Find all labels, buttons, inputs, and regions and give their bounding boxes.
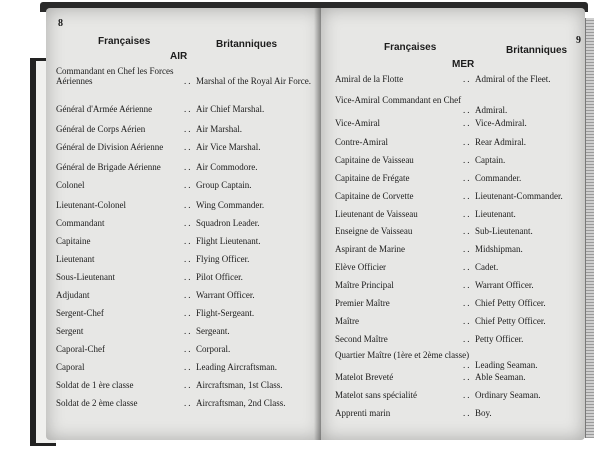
british-rank: Flight-Sergeant.: [196, 308, 255, 318]
french-rank: Enseigne de Vaisseau: [335, 226, 413, 236]
column-header-british: Britanniques: [506, 45, 568, 56]
page-number: 9: [576, 35, 581, 46]
british-rank: Lieutenant.: [475, 209, 516, 219]
french-rank: Sergent: [56, 326, 84, 336]
british-rank: Cadet.: [475, 262, 499, 272]
leader-dots: ..: [184, 272, 193, 282]
british-rank: Commander.: [475, 173, 522, 183]
leader-dots: ..: [184, 326, 193, 336]
british-rank: Flight Lieutenant.: [196, 236, 261, 246]
british-rank: Admiral.: [475, 105, 508, 115]
british-rank: Corporal.: [196, 344, 231, 354]
british-rank: Air Marshal.: [196, 124, 242, 134]
leader-dots: ..: [463, 372, 472, 382]
british-rank: Rear Admiral.: [475, 137, 526, 147]
french-rank: Vice-Amiral Commandant en Chef: [335, 95, 462, 105]
british-rank: Pilot Officer.: [196, 272, 243, 282]
french-rank: Lieutenant-Colonel: [56, 200, 126, 210]
british-rank: Group Captain.: [196, 180, 252, 190]
french-rank: Premier Maître: [335, 298, 390, 308]
british-rank: Aircraftsman, 2nd Class.: [196, 398, 286, 408]
french-rank: Général de Corps Aérien: [56, 124, 146, 134]
leader-dots: ..: [463, 262, 472, 272]
british-rank: Marshal of the Royal Air Force.: [196, 76, 311, 86]
french-rank: Quartier Maître (1ère et 2ème classe): [335, 350, 470, 360]
french-rank: Capitaine: [56, 236, 91, 246]
column-header-french: Françaises: [384, 42, 437, 53]
leader-dots: ..: [184, 254, 193, 264]
french-rank: Matelot Breveté: [335, 372, 394, 382]
british-rank: Lieutenant-Commander.: [475, 191, 563, 201]
leader-dots: ..: [184, 344, 193, 354]
leader-dots: ..: [184, 200, 193, 210]
french-rank: Général de Division Aérienne: [56, 142, 164, 152]
rank-row: [335, 408, 583, 430]
rank-row: [56, 104, 318, 126]
british-rank: Chief Petty Officer.: [475, 316, 546, 326]
leader-dots: ..: [463, 209, 472, 219]
french-rank: Capitaine de Corvette: [335, 191, 414, 201]
french-rank: Vice-Amiral: [335, 118, 380, 128]
french-rank: Général d'Armée Aérienne: [56, 104, 153, 114]
french-rank: Sous-Lieutenant: [56, 272, 115, 282]
french-rank: Sergent-Chef: [56, 308, 104, 318]
column-header-british: Britanniques: [216, 39, 278, 50]
leader-dots: ..: [184, 362, 193, 372]
french-rank: Maître: [335, 316, 359, 326]
french-rank: Aspirant de Marine: [335, 244, 405, 254]
leader-dots: ..: [463, 155, 472, 165]
british-rank: Ordinary Seaman.: [475, 390, 541, 400]
british-rank: Petty Officer.: [475, 334, 524, 344]
british-rank: Sub-Lieutenant.: [475, 226, 533, 236]
leader-dots: ..: [463, 226, 472, 236]
french-rank: Elève Officier: [335, 262, 387, 272]
rank-row: [56, 398, 318, 420]
british-rank: Midshipman.: [475, 244, 523, 254]
french-rank: Soldat de 1 ère classe: [56, 380, 134, 390]
french-rank: Capitaine de Frégate: [335, 173, 410, 183]
french-rank: Soldat de 2 ème classe: [56, 398, 138, 408]
british-rank: Admiral of the Fleet.: [475, 74, 551, 84]
leader-dots: ..: [184, 142, 193, 152]
rank-row: [56, 66, 318, 88]
page-number: 8: [58, 18, 63, 29]
leader-dots: ..: [463, 360, 472, 370]
french-rank: Caporal-Chef: [56, 344, 105, 354]
british-rank: Aircraftsman, 1st Class.: [196, 380, 283, 390]
british-rank: Leading Seaman.: [475, 360, 538, 370]
leader-dots: ..: [463, 280, 472, 290]
leader-dots: ..: [463, 408, 472, 418]
leader-dots: ..: [184, 380, 193, 390]
french-rank: Matelot sans spécialité: [335, 390, 417, 400]
leader-dots: ..: [184, 290, 193, 300]
british-rank: Sergeant.: [196, 326, 230, 336]
leader-dots: ..: [463, 74, 472, 84]
left-page: [46, 8, 322, 440]
french-rank: Capitaine de Vaisseau: [335, 155, 414, 165]
page-stack-edge: [585, 18, 594, 438]
british-rank: Squadron Leader.: [196, 218, 260, 228]
british-rank: Leading Aircraftsman.: [196, 362, 277, 372]
rank-row: [56, 142, 318, 164]
leader-dots: ..: [463, 316, 472, 326]
leader-dots: ..: [463, 390, 472, 400]
french-rank: Contre-Amiral: [335, 137, 388, 147]
leader-dots: ..: [463, 244, 472, 254]
section-title: AIR: [170, 51, 188, 62]
french-rank: Commandant: [56, 218, 105, 228]
rank-row: [335, 350, 583, 372]
french-rank: Lieutenant de Vaisseau: [335, 209, 418, 219]
leader-dots: ..: [463, 173, 472, 183]
british-rank: Warrant Officer.: [196, 290, 255, 300]
leader-dots: ..: [184, 398, 193, 408]
french-rank: Adjudant: [56, 290, 90, 300]
leader-dots: ..: [463, 298, 472, 308]
french-rank: Commandant en Chef les Forces Aériennes: [56, 66, 174, 86]
french-rank: Amiral de la Flotte: [335, 74, 404, 84]
column-header-french: Françaises: [98, 36, 151, 47]
rank-row: [335, 95, 583, 117]
british-rank: Captain.: [475, 155, 506, 165]
leader-dots: ..: [184, 236, 193, 246]
british-rank: Chief Petty Officer.: [475, 298, 546, 308]
french-rank: Apprenti marin: [335, 408, 391, 418]
leader-dots: ..: [184, 76, 193, 86]
rank-row: [335, 74, 583, 96]
french-rank: Lieutenant: [56, 254, 95, 264]
right-page: [321, 8, 585, 440]
british-rank: Warrant Officer.: [475, 280, 534, 290]
leader-dots: ..: [463, 191, 472, 201]
leader-dots: ..: [184, 308, 193, 318]
french-rank: Général de Brigade Aérienne: [56, 162, 161, 172]
french-rank: Caporal: [56, 362, 85, 372]
leader-dots: ..: [184, 218, 193, 228]
leader-dots: ..: [184, 104, 193, 114]
british-rank: Wing Commander.: [196, 200, 265, 210]
section-title: MER: [452, 59, 475, 70]
rank-row: [56, 180, 318, 202]
leader-dots: ..: [184, 162, 193, 172]
leader-dots: ..: [463, 105, 472, 115]
british-rank: Air Commodore.: [196, 162, 258, 172]
leader-dots: ..: [184, 124, 193, 134]
british-rank: Boy.: [475, 408, 492, 418]
french-rank: Colonel: [56, 180, 85, 190]
leader-dots: ..: [184, 180, 193, 190]
british-rank: Air Vice Marshal.: [196, 142, 261, 152]
leader-dots: ..: [463, 334, 472, 344]
leader-dots: ..: [463, 137, 472, 147]
british-rank: Vice-Admiral.: [475, 118, 527, 128]
british-rank: Able Seaman.: [475, 372, 526, 382]
french-rank: Second Maître: [335, 334, 388, 344]
british-rank: Air Chief Marshal.: [196, 104, 265, 114]
french-rank: Maître Principal: [335, 280, 394, 290]
british-rank: Flying Officer.: [196, 254, 250, 264]
leader-dots: ..: [463, 118, 472, 128]
